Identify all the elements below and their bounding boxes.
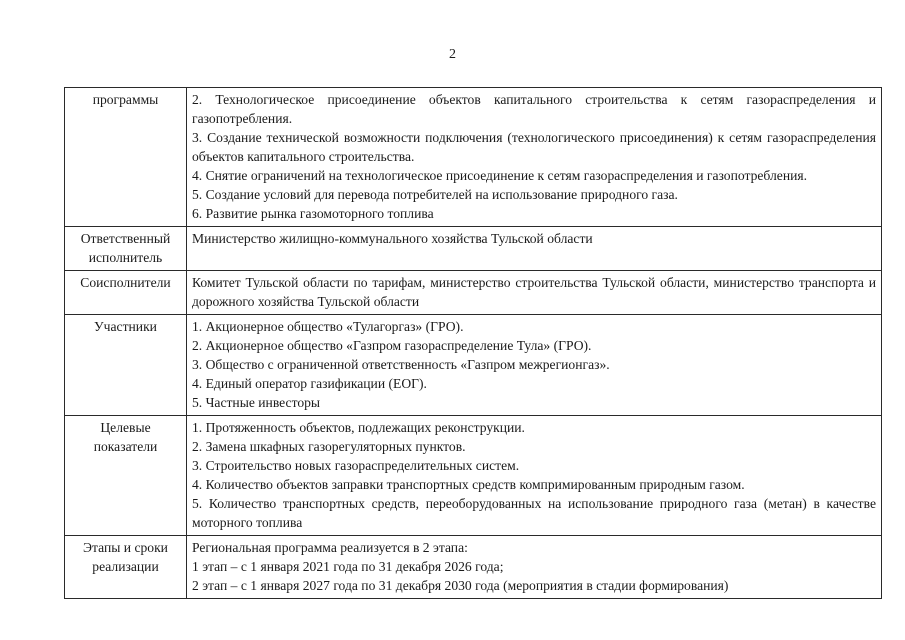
list-item: 3. Общество с ограниченной ответственность «Газпром межрегионгаз». [192, 357, 610, 372]
row-value-co-executors [187, 271, 882, 315]
page-number: 2 [449, 47, 456, 62]
row-value-responsible [187, 227, 882, 271]
row-value-targets [187, 416, 882, 536]
row-label-targets: Целевые показатели [65, 416, 187, 536]
table-row-co-executors [65, 271, 882, 315]
list-item: 6. Развитие рынка газомоторного топлива [192, 206, 434, 221]
list-item: Министерство жилищно-коммунального хозяйства Тульской области [192, 231, 593, 246]
row-label-participants: Участники [65, 315, 187, 416]
row-value-programs [187, 88, 882, 227]
list-item: 3. Создание технической возможности подключения (технологического присоединения) к сетям газораспределения объектов капитального строительства. [192, 130, 876, 164]
row-value-participants [187, 315, 882, 416]
list-item: 1. Акционерное общество «Тулагоргаз» (ГРО). [192, 319, 464, 334]
list-item: 5. Частные инвесторы [192, 395, 321, 410]
list-item: 4. Количество объектов заправки транспортных средств компримированным природным газом. [192, 477, 745, 492]
list-item: 1 этап – с 1 января 2021 года по 31 декабря 2026 года; [192, 559, 504, 574]
list-item: 1. Протяженность объектов, подлежащих реконструкции. [192, 420, 525, 435]
row-value-stages [187, 536, 882, 599]
list-item: 2 этап – с 1 января 2027 года по 31 декабря 2030 года (мероприятия в стадии формирования) [192, 578, 729, 593]
row-label-programs: программы [65, 88, 187, 227]
list-item: 2. Акционерное общество «Газпром газораспределение Тула» (ГРО). [192, 338, 592, 353]
program-passport-table [64, 87, 882, 599]
row-label-co-executors: Соисполнители [65, 271, 187, 315]
list-item: 2. Технологическое присоединение объектов капитального строительства к сетям газораспределения и газопотребления. [192, 92, 876, 126]
list-item: 5. Количество транспортных средств, переоборудованных на использование природного газа (метан) в качестве моторного топлива [192, 496, 876, 530]
list-item: 4. Снятие ограничений на технологическое присоединение к сетям газораспределения и газопотребления. [192, 168, 808, 183]
table-row-program-tasks [65, 88, 882, 227]
row-label-stages: Этапы и сроки реализации [65, 536, 187, 599]
list-item: Региональная программа реализуется в 2 этапа: [192, 540, 468, 555]
list-item: 4. Единый оператор газификации (ЕОГ). [192, 376, 427, 391]
list-item: Комитет Тульской области по тарифам, министерство строительства Тульской области, министерство транспорта и дорожного хозяйства Тульской области [192, 275, 876, 309]
row-label-responsible: Ответственный исполнитель [65, 227, 187, 271]
list-item: 5. Создание условий для перевода потребителей на использование природного газа. [192, 187, 678, 202]
table-row-target-indicators [65, 416, 882, 536]
table-row-responsible-executor [65, 227, 882, 271]
list-item: 2. Замена шкафных газорегуляторных пунктов. [192, 439, 466, 454]
table-row-stages-and-terms [65, 536, 882, 599]
list-item: 3. Строительство новых газораспределительных систем. [192, 458, 520, 473]
table-row-participants [65, 315, 882, 416]
